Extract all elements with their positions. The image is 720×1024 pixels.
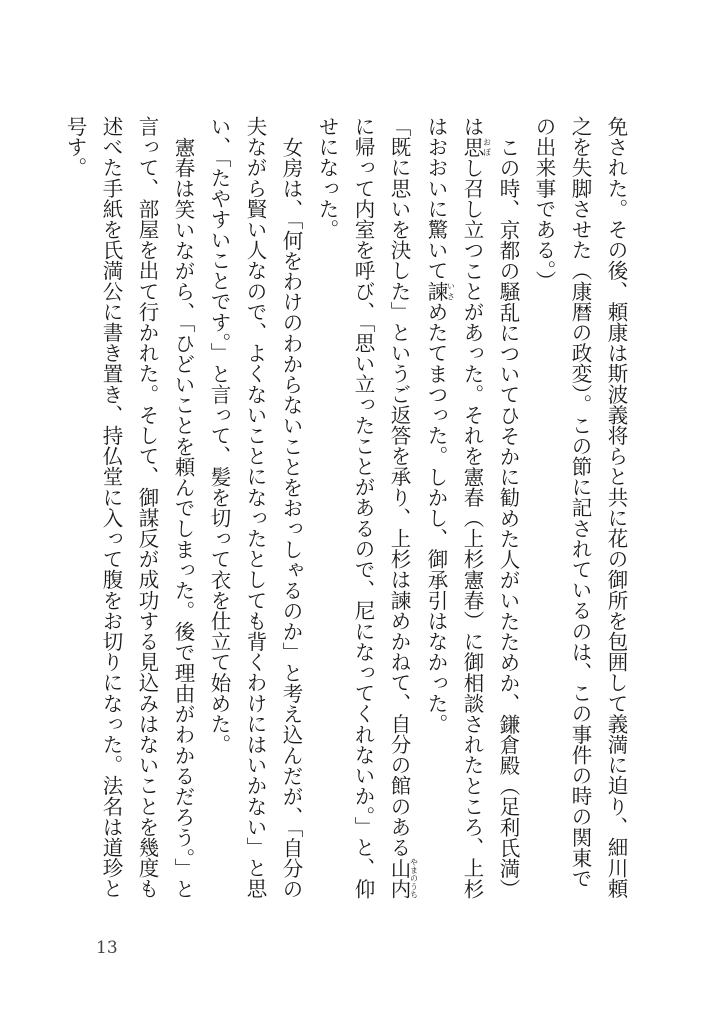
paragraph-4-text: 女房は、「何をわけのわからないことをおっしゃるのか」と考え込んだが、「自分の夫ながら賢い人なので、よくないことになったとしても背くわけにはいかない」と思い、「たやすいことです。」と言って、髪を切って衣を仕立て始めた。 — [207, 116, 303, 899]
ruby-reading-yamanouchi: やまのうち — [409, 857, 419, 899]
page-number: 13 — [96, 938, 118, 958]
paragraph-1 — [526, 116, 634, 906]
paragraph-2-text-b: し召し立つことがあった。それを憲春（上杉憲春）に御相談されたところ、上杉はおおいに驚いて — [424, 116, 484, 899]
ruby-reading-obo: おぼ — [482, 136, 492, 158]
ruby-omo — [460, 136, 492, 158]
ruby-base-yamanouchi: 山内 — [387, 857, 411, 899]
paragraph-2 — [418, 116, 526, 906]
ruby-base-omo: 思 — [460, 136, 484, 158]
ruby-reading-isa: いさ — [446, 280, 456, 302]
vertical-text-body — [63, 116, 634, 906]
paragraph-3-text-b: に帰って内室を呼び、「思い立ったことがあるので、尼になってくれないか。」と、仰せになった。 — [315, 116, 375, 899]
ruby-yamanouchi — [387, 857, 419, 899]
ruby-base-isa: 諫 — [424, 280, 448, 302]
paragraph-3-text-a: 「既に思いを決した」というご返答を承り、上杉は諫めかねて、自分の館のある — [387, 116, 411, 858]
paragraph-1-text: 免された。その後、頼康は斯波義将らと共に花の御所を包囲して義満に迫り、細川頼之を失脚させた（康暦の政変）。この節に記されているのは、この事件の時の関東での出来事である。） — [532, 116, 628, 899]
ruby-isa — [424, 280, 456, 302]
paragraph-2-text-c: めたてまつった。しかし、御承引はなかった。 — [424, 301, 448, 735]
paragraph-2-text-a: この時、京都の騒乱についてひそかに勧めた人がいたためか、鎌倉殿（足利氏満）は — [460, 116, 520, 899]
paragraph-4 — [201, 116, 309, 906]
paragraph-3 — [309, 116, 418, 906]
paragraph-5 — [57, 116, 201, 906]
paragraph-5-text: 憲春は笑いながら、「ひどいことを頼んでしまった。後で理由がわかるだろう。」と言って、部屋を出て行かれた。そして、御謀反が成功する見込みはないことを幾度も述べた手紙を氏満公に書き置き、持仏堂に入って腹をお切りになった。法名は道珍と号す。 — [63, 116, 195, 899]
